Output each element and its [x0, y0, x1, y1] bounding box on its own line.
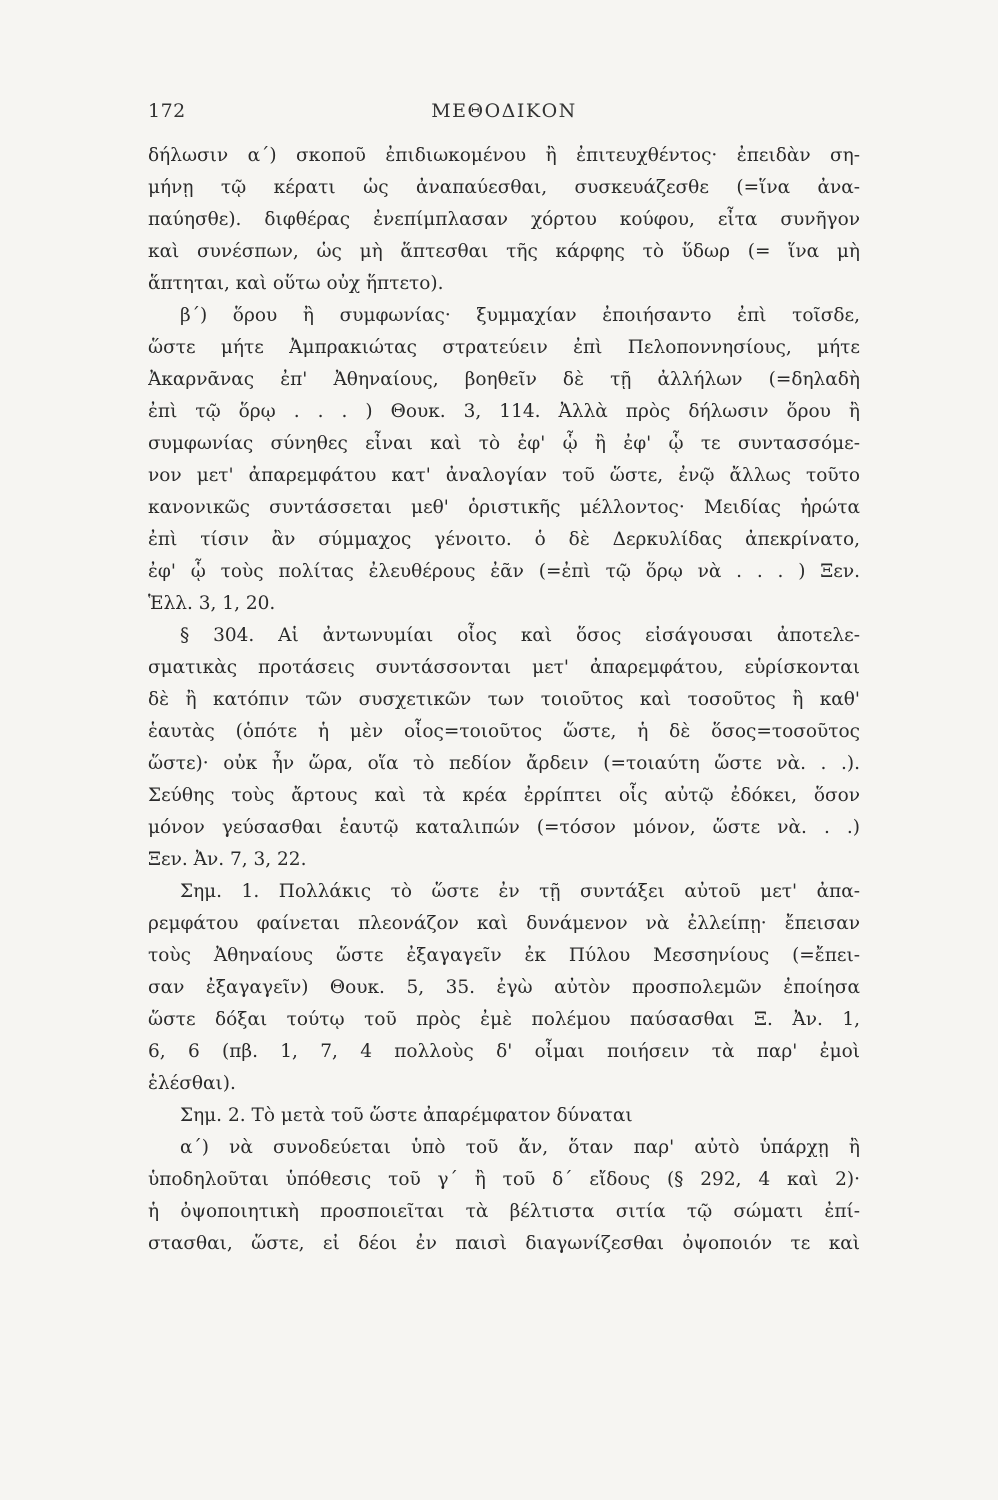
- text-line: σαν ἐξαγαγεῖν) Θουκ. 5, 35. ἐγὼ αὐτὸν προσπολεμῶν ἐποίησα: [148, 977, 860, 998]
- text-line: α΄) νὰ συνοδεύεται ὑπὸ τοῦ ἄν, ὅταν παρ' αὐτὸ ὑπάρχῃ ἢ: [180, 1137, 860, 1158]
- text-line: ἅπτηται, καὶ οὕτω οὐχ ἥπτετο).: [148, 273, 444, 294]
- text-line: Σεύθης τοὺς ἄρτους καὶ τὰ κρέα ἐρρίπτει οἷς αὐτῷ ἐδόκει, ὅσον: [148, 785, 860, 806]
- text-line: Ἀκαρνᾶνας ἐπ' Ἀθηναίους, βοηθεῖν δὲ τῇ ἀλλήλων (=δηλαδὴ: [148, 369, 860, 390]
- body-text: [148, 140, 860, 1260]
- text-line: Ἑλλ. 3, 1, 20.: [148, 593, 276, 614]
- running-title: ΜΕΘΟΔΙΚΟΝ: [431, 100, 577, 122]
- text-line: ὥστε)· οὐκ ἦν ὥρα, οἵα τὸ πεδίον ἄρδειν (=τοιαύτη ὥστε νὰ. . .).: [148, 753, 860, 774]
- text-line: ἐπὶ τῷ ὅρῳ . . . ) Θουκ. 3, 114. Ἀλλὰ πρὸς δήλωσιν ὅρου ἢ: [148, 401, 860, 422]
- text-line: καὶ συνέσπων, ὡς μὴ ἅπτεσθαι τῆς κάρφης τὸ ὕδωρ (= ἵνα μὴ: [148, 241, 860, 262]
- text-line: μήνῃ τῷ κέρατι ὡς ἀναπαύεσθαι, συσκευάζεσθε (=ἵνα ἀνα-: [148, 177, 860, 198]
- note-2-line: Σημ. 2. Τὸ μετὰ τοῦ ὥστε ἀπαρέμφατον δύναται: [180, 1105, 633, 1126]
- text-line: Ξεν. Ἀν. 7, 3, 22.: [148, 849, 307, 870]
- text-line: ὑποδηλοῦται ὑπόθεσις τοῦ γ΄ ἢ τοῦ δ΄ εἴδους (§ 292, 4 καὶ 2)·: [148, 1169, 860, 1190]
- text-line: σματικὰς προτάσεις συντάσσονται μετ' ἀπαρεμφάτου, εὑρίσκονται: [148, 657, 860, 678]
- text-line: κανονικῶς συντάσσεται μεθ' ὁριστικῆς μέλλοντος· Μειδίας ἠρώτα: [148, 497, 860, 518]
- text-line: ἐπὶ τίσιν ἂν σύμμαχος γένοιτο. ὁ δὲ Δερκυλίδας ἀπεκρίνατο,: [148, 529, 860, 550]
- text-line: δὲ ἢ κατόπιν τῶν συσχετικῶν των τοιοῦτος καὶ τοσοῦτος ἢ καθ': [148, 689, 860, 710]
- text-line: ὥστε δόξαι τούτῳ τοῦ πρὸς ἐμὲ πολέμου παύσασθαι Ξ. Ἀν. 1,: [148, 1009, 860, 1030]
- page-header: [148, 100, 860, 136]
- section-heading-line: § 304. Αἱ ἀντωνυμίαι οἷος καὶ ὅσος εἰσάγουσαι ἀποτελε-: [180, 625, 860, 646]
- text-line: στασθαι, ὥστε, εἰ δέοι ἐν παισὶ διαγωνίζεσθαι ὀψοποιόν τε καὶ: [148, 1233, 860, 1254]
- text-line: τοὺς Ἀθηναίους ὥστε ἐξαγαγεῖν ἐκ Πύλου Μεσσηνίους (=ἔπει-: [148, 945, 860, 966]
- text-line: ἑλέσθαι).: [148, 1073, 236, 1094]
- text-line: 6, 6 (πβ. 1, 7, 4 πολλοὺς δ' οἶμαι ποιήσειν τὰ παρ' ἐμοὶ: [148, 1041, 860, 1062]
- text-line: δήλωσιν α΄) σκοποῦ ἐπιδιωκομένου ἢ ἐπιτευχθέντος· ἐπειδὰν ση-: [148, 145, 860, 166]
- text-line: β΄) ὅρου ἢ συμφωνίας· ξυμμαχίαν ἐποιήσαντο ἐπὶ τοῖσδε,: [180, 305, 860, 326]
- text-line: ἑαυτὰς (ὁπότε ἡ μὲν οἷος=τοιοῦτος ὥστε, ἡ δὲ ὅσος=τοσοῦτος: [148, 721, 860, 742]
- text-line: ρεμφάτου φαίνεται πλεονάζον καὶ δυνάμενον νὰ ἐλλείπῃ· ἔπεισαν: [148, 913, 860, 934]
- text-line: παύησθε). διφθέρας ἐνεπίμπλασαν χόρτου κούφου, εἶτα συνῆγον: [148, 209, 860, 230]
- page-number: 172: [148, 100, 186, 122]
- text-line: ἐφ' ᾧ τοὺς πολίτας ἐλευθέρους ἐᾶν (=ἐπὶ τῷ ὅρῳ νὰ . . . ) Ξεν.: [148, 561, 860, 582]
- text-line: μόνον γεύσασθαι ἑαυτῷ καταλιπών (=τόσον μόνον, ὥστε νὰ. . .): [148, 817, 860, 838]
- note-1-line: Σημ. 1. Πολλάκις τὸ ὥστε ἐν τῇ συντάξει αὐτοῦ μετ' ἀπα-: [180, 881, 860, 902]
- text-line: νον μετ' ἀπαρεμφάτου κατ' ἀναλογίαν τοῦ ὥστε, ἐνῷ ἄλλως τοῦτο: [148, 465, 860, 486]
- text-line: ἡ ὀψοποιητικὴ προσποιεῖται τὰ βέλτιστα σιτία τῷ σώματι ἐπί-: [148, 1201, 860, 1222]
- text-line: συμφωνίας σύνηθες εἶναι καὶ τὸ ἐφ' ᾧ ἢ ἐφ' ᾧ τε συντασσόμε-: [148, 433, 860, 454]
- text-line: ὥστε μήτε Ἀμπρακιώτας στρατεύειν ἐπὶ Πελοποννησίους, μήτε: [148, 337, 860, 358]
